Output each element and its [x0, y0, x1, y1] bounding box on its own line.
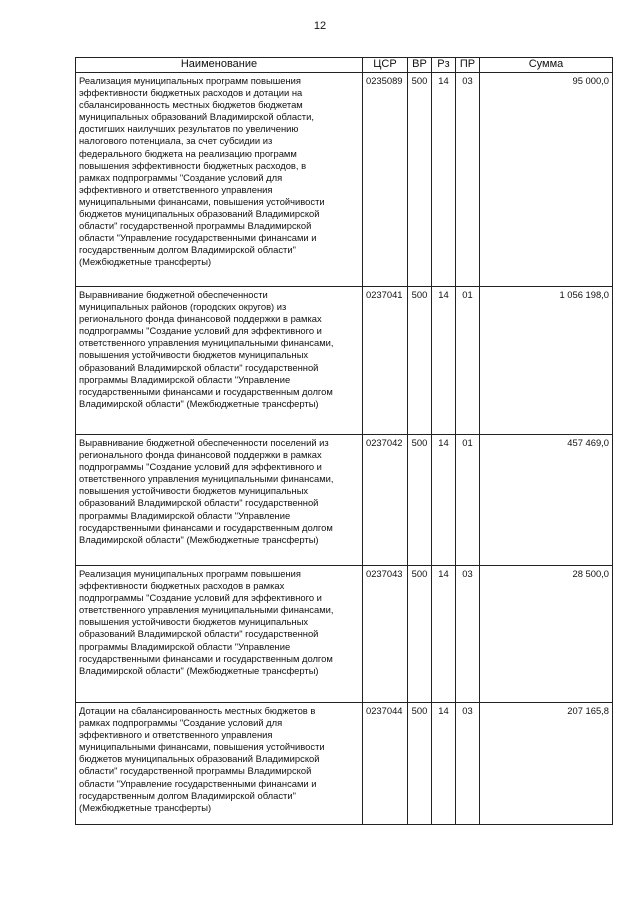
row-name-line: государственными финансами и государственным долгом [79, 521, 333, 533]
row-name-line: муниципальными финансами, повышения устойчивости [79, 195, 325, 207]
row-name-line: подпрограммы "Создание условий для эффективного и [79, 325, 322, 337]
table-row [76, 566, 613, 703]
row-name-line: ответственного управления муниципальными финансами, [79, 337, 334, 349]
row-csr-cell: 0237042 [363, 435, 408, 566]
row-name-line: Реализация муниципальных программ повышения [79, 568, 301, 579]
row-name-line: налогового потенциала, за счет субсидии из [79, 135, 273, 147]
row-name-line: программы Владимирской области "Управление [79, 509, 291, 521]
header-sum: Сумма [480, 58, 613, 73]
row-name-line: Реализация муниципальных программ повышения [79, 75, 301, 86]
row-name-line: области "Управление государственными финансами и [79, 232, 317, 244]
row-name-line: повышения устойчивости бюджетов муниципальных [79, 485, 309, 497]
row-name-line: Владимирской области" (Межбюджетные трансферты) [79, 397, 319, 409]
row-name-line: бюджетов муниципальных образований Владимирской [79, 208, 320, 220]
row-name-line: (Межбюджетные трансферты) [79, 801, 212, 813]
row-name-line: рамках подпрограммы "Создание условий для [79, 171, 283, 183]
header-csr: ЦСР [363, 58, 408, 73]
row-rz-cell: 14 [432, 703, 456, 825]
row-name-cell [76, 73, 363, 287]
row-name-line: эффективности бюджетных расходов и дотации на [79, 87, 303, 99]
row-name-line: государственным долгом Владимирской области" [79, 244, 296, 256]
row-pr-cell: 03 [456, 703, 480, 825]
row-sum-cell: 1 056 198,0 [480, 287, 613, 435]
page-number: 12 [313, 20, 327, 32]
table-row [76, 435, 613, 566]
row-rz-cell: 14 [432, 73, 456, 287]
budget-table [75, 57, 613, 825]
row-sum-cell: 28 500,0 [480, 566, 613, 703]
row-name-cell [76, 287, 363, 435]
row-name-line: образований Владимирской области" государственной [79, 628, 319, 640]
row-name-line: области" государственной программы Владимирской [79, 220, 312, 232]
row-name-line: области" государственной программы Владимирской [79, 765, 312, 777]
row-name-line: программы Владимирской области "Управление [79, 640, 291, 652]
row-name-line: Выравнивание бюджетной обеспеченности поселений из [79, 437, 329, 448]
row-name-line: муниципальных районов (городских округов) из [79, 301, 287, 313]
table-row [76, 703, 613, 825]
row-vr-cell: 500 [408, 435, 432, 566]
row-sum-cell: 457 469,0 [480, 435, 613, 566]
row-name-line: муниципальных образований Владимирской области, [79, 111, 314, 123]
row-name-line: Владимирской области" (Межбюджетные трансферты) [79, 533, 319, 545]
row-rz-cell: 14 [432, 287, 456, 435]
table-header-row [76, 58, 613, 73]
row-pr-cell: 01 [456, 435, 480, 566]
row-pr-cell: 03 [456, 566, 480, 703]
row-name-line: ответственного управления муниципальными финансами, [79, 473, 334, 485]
row-name-line: эффективного и ответственного управления [79, 183, 273, 195]
row-name-line: регионального фонда финансовой поддержки в рамках [79, 313, 322, 325]
row-name-line: эффективности бюджетных расходов в рамках [79, 580, 285, 592]
row-name-line: Выравнивание бюджетной обеспеченности [79, 289, 268, 300]
row-csr-cell: 0237043 [363, 566, 408, 703]
row-name-line: Дотации на сбалансированность местных бюджетов в [79, 705, 316, 716]
row-vr-cell: 500 [408, 703, 432, 825]
row-pr-cell: 03 [456, 73, 480, 287]
row-vr-cell: 500 [408, 566, 432, 703]
row-name-line: подпрограммы "Создание условий для эффективного и [79, 592, 322, 604]
row-name-line: программы Владимирской области "Управление [79, 373, 291, 385]
row-name-line: муниципальными финансами, повышения устойчивости [79, 741, 325, 753]
row-name-cell [76, 566, 363, 703]
header-name: Наименование [76, 58, 363, 73]
row-name-line: сбалансированность местных бюджетов бюджетам [79, 99, 303, 111]
row-name-line: государственным долгом Владимирской области" [79, 789, 296, 801]
row-name-line: образований Владимирской области" государственной [79, 361, 319, 373]
row-name-line: Владимирской области" (Межбюджетные трансферты) [79, 664, 319, 676]
row-pr-cell: 01 [456, 287, 480, 435]
table-row [76, 73, 613, 287]
row-name-line: рамках подпрограммы "Создание условий для [79, 717, 283, 729]
row-name-line: (Межбюджетные трансферты) [79, 256, 212, 268]
row-rz-cell: 14 [432, 435, 456, 566]
row-name-line: повышения устойчивости бюджетов муниципальных [79, 349, 309, 361]
row-name-line: федерального бюджета на реализацию программ [79, 147, 297, 159]
header-rz: Рз [432, 58, 456, 73]
row-name-cell [76, 703, 363, 825]
row-name-line: ответственного управления муниципальными финансами, [79, 604, 334, 616]
row-vr-cell: 500 [408, 287, 432, 435]
header-pr: ПР [456, 58, 480, 73]
row-name-line: образований Владимирской области" государственной [79, 497, 319, 509]
row-csr-cell: 0237044 [363, 703, 408, 825]
row-name-cell [76, 435, 363, 566]
row-name-line: области "Управление государственными финансами и [79, 777, 317, 789]
row-name-line: регионального фонда финансовой поддержки в рамках [79, 449, 322, 461]
row-csr-cell: 0237041 [363, 287, 408, 435]
table-body [76, 73, 613, 825]
table-row [76, 287, 613, 435]
row-vr-cell: 500 [408, 73, 432, 287]
row-name-line: государственными финансами и государственным долгом [79, 385, 333, 397]
row-name-line: повышения эффективности бюджетных расходов, в [79, 159, 307, 171]
header-vr: ВР [408, 58, 432, 73]
row-name-line: эффективного и ответственного управления [79, 729, 273, 741]
row-name-line: подпрограммы "Создание условий для эффективного и [79, 461, 322, 473]
row-name-line: государственными финансами и государственным долгом [79, 652, 333, 664]
row-name-line: достигших наилучших результатов по увеличению [79, 123, 299, 135]
row-rz-cell: 14 [432, 566, 456, 703]
row-name-line: бюджетов муниципальных образований Владимирской [79, 753, 320, 765]
row-sum-cell: 207 165,8 [480, 703, 613, 825]
row-csr-cell: 0235089 [363, 73, 408, 287]
row-name-line: повышения устойчивости бюджетов муниципальных [79, 616, 309, 628]
row-sum-cell: 95 000,0 [480, 73, 613, 287]
